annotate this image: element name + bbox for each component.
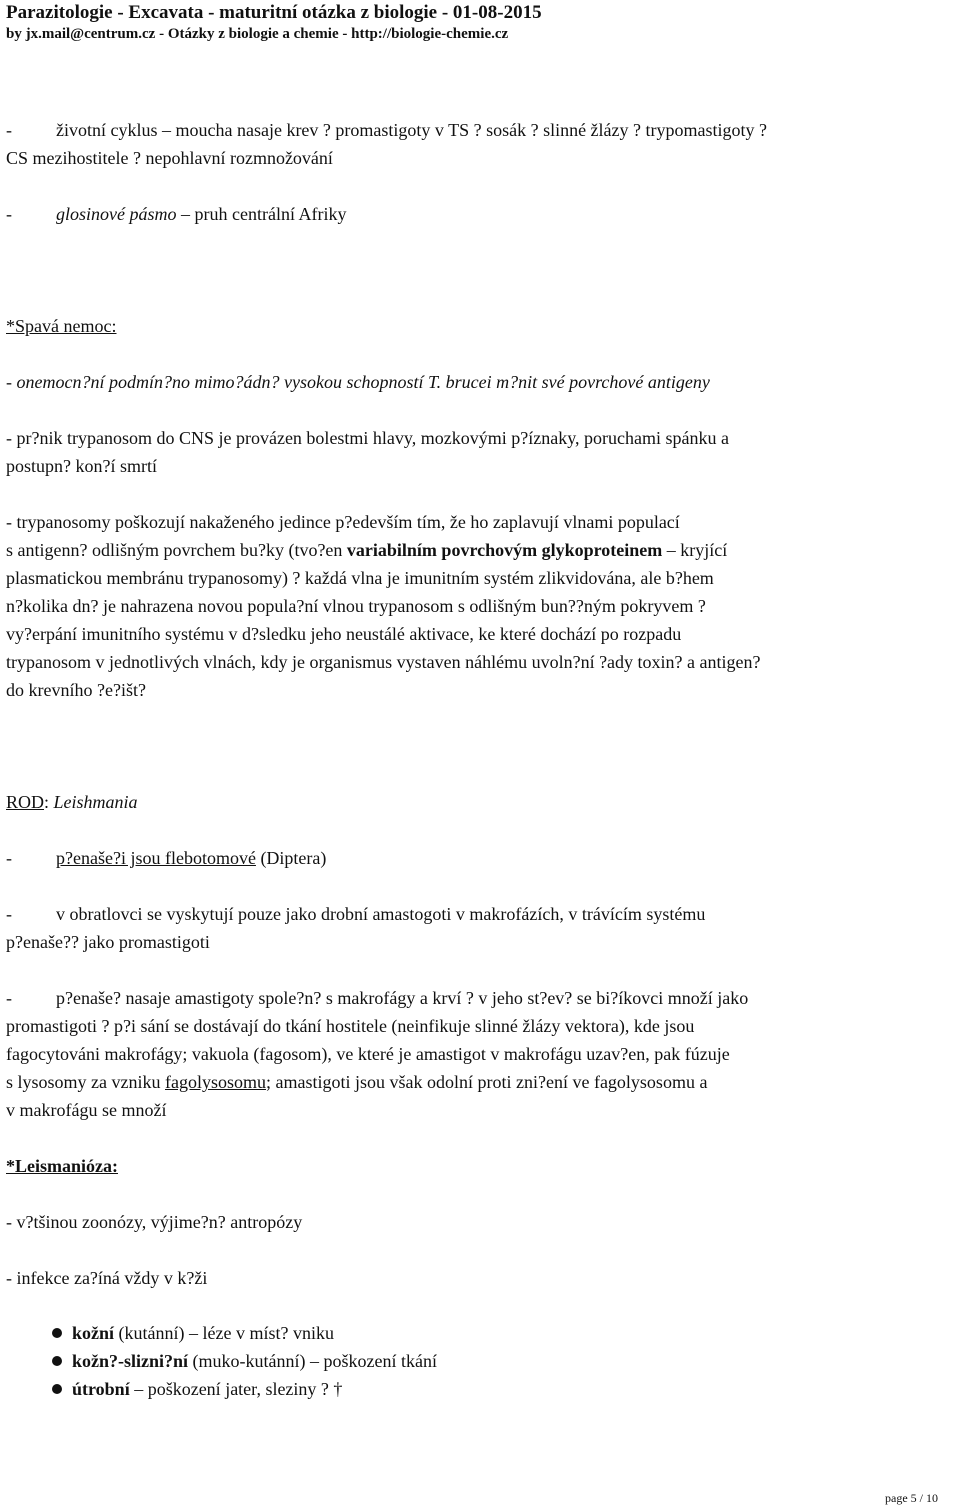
line-zoonozy: - v?tšinou zoonózy, výjime?n? antropózy — [6, 1212, 303, 1232]
document-title: Parazitologie - Excavata - maturitní otázka z biologie - 01-08-2015 — [6, 2, 542, 23]
list-item-kozni — [72, 1321, 334, 1345]
term-fagolysosom: fagolysosomu — [165, 1072, 266, 1092]
text: s lysosomy za vzniku — [6, 1072, 165, 1092]
form-name: útrobní — [72, 1379, 130, 1399]
line-prenaseci — [6, 846, 326, 870]
list-item-kozne-slizni — [72, 1349, 437, 1373]
line-fagocytovani: fagocytováni makrofágy; vakuola (fagosom), ve které je amastigot v makrofágu uzav?en, pak fúzuje — [6, 1044, 730, 1064]
line-cs-mezihostitele: CS mezihostitele ? nepohlavní rozmnožování — [6, 148, 333, 168]
text: v obratlovci se vyskytují pouze jako drobní amastogoti v makrofázích, v trávícím systému — [56, 904, 706, 924]
line-pri-sani: promastigoti ? p?i sání se dostávají do tkání hostitele (neinfikuje slinné žlázy vektora), kde jsou — [6, 1016, 695, 1036]
text: životní cyklus – moucha nasaje krev ? promastigoty v TS ? sosák ? slinné žlázy ? trypomastigoty ? — [56, 120, 767, 140]
line-promastigoti: p?enaše?? jako promastigoti — [6, 932, 210, 952]
text: (muko-kutánní) – poškození tkání — [188, 1351, 437, 1371]
list-dash: - — [6, 120, 12, 140]
text: – pruh centrální Afriky — [176, 204, 347, 224]
genus-name: Leishmania — [53, 792, 138, 812]
text: – poškození jater, sleziny ? † — [129, 1379, 343, 1399]
form-name: kožní — [72, 1323, 115, 1343]
line-infekce: - infekce za?íná vždy v k?ži — [6, 1268, 208, 1288]
rod-colon: : — [44, 792, 54, 812]
term-flebotomove: p?enaše?i jsou flebotomové — [56, 848, 256, 868]
text: (Diptera) — [255, 848, 327, 868]
heading-rod-leishmania — [6, 790, 138, 814]
line-zivotni-cyklus — [6, 118, 767, 142]
text: – kryjící — [662, 540, 728, 560]
text: - — [6, 372, 17, 392]
bullet-icon — [52, 1384, 62, 1394]
line-prenasec-nasaje — [6, 986, 748, 1010]
form-name: kožn?-slizni?ní — [72, 1351, 189, 1371]
line-krevniho-reciste: do krevního ?e?išt? — [6, 680, 146, 700]
text-italic: onemocn?ní podmín?no mimo?ádn? vysokou schopností T. brucei m?nit své povrchové antigeny — [16, 372, 710, 392]
line-mnozi: v makrofágu se množí — [6, 1100, 167, 1120]
line-v-obratlovci — [6, 902, 705, 926]
text: (kutánní) – léze v míst? vniku — [114, 1323, 334, 1343]
list-dash: - — [6, 848, 12, 868]
heading-leismanioza: *Leismanióza: — [6, 1156, 118, 1176]
line-vycerpani: vy?erpání imunitního systému v d?sledku jeho neustálé aktivace, ke které dochází po rozpadu — [6, 624, 682, 644]
list-dash: - — [6, 904, 12, 924]
line-onemocneni — [6, 370, 710, 394]
line-plasmaticka-membrana: plasmatickou membránu trypanosomy) ? každá vlna je imunitním systém zlikvidována, ale b?hem — [6, 568, 714, 588]
heading-spava-nemoc: *Spavá nemoc: — [6, 316, 117, 336]
term-vsg: variabilním povrchovým glykoproteinem — [346, 540, 663, 560]
bullet-icon — [52, 1356, 62, 1366]
list-dash: - — [6, 204, 12, 224]
bullet-icon — [52, 1328, 62, 1338]
text: ; amastigoti jsou však odolní proti zni?ení ve fagolysosomu a — [266, 1072, 708, 1092]
list-dash: - — [6, 988, 12, 1008]
line-prunik: - pr?nik trypanosom do CNS je provázen bolestmi hlavy, mozkovými p?íznaky, poruchami spánku a — [6, 428, 730, 448]
page-number: page 5 / 10 — [885, 1491, 938, 1505]
document-subtitle: by jx.mail@centrum.cz - Otázky z biologie a chemie - http://biologie-chemie.cz — [6, 26, 509, 42]
line-lysosomy — [6, 1070, 707, 1094]
text: p?enaše? nasaje amastigoty spole?n? s makrofágy a krví ? v jeho st?ev? se bi?íkovci množí jako — [56, 988, 749, 1008]
rod-label: ROD — [6, 792, 45, 812]
line-postupne: postupn? kon?í smrtí — [6, 456, 157, 476]
text: s antigenn? odlišným povrchem bu?ky (tvo?en — [6, 540, 347, 560]
line-nekolika-dnu: n?kolika dn? je nahrazena novou popula?ní vlnou trypanosom s odlišným bun??ným pokryvem ? — [6, 596, 706, 616]
line-trypanosomy-poskozuji: - trypanosomy poškozují nakaženého jedince p?edevším tím, že ho zaplavují vlnami populací — [6, 512, 680, 532]
term-glosinove-pasmo: glosinové pásmo — [56, 204, 177, 224]
line-glosinove-pasmo — [6, 202, 346, 226]
page-header — [6, 2, 956, 44]
line-antigenne — [6, 538, 727, 562]
list-item-utrobni — [72, 1377, 342, 1401]
line-trypanosom-vlny: trypanosom v jednotlivých vlnách, kdy je organismus vystaven náhlému uvoln?ní ?ady toxin? a antigen? — [6, 652, 761, 672]
